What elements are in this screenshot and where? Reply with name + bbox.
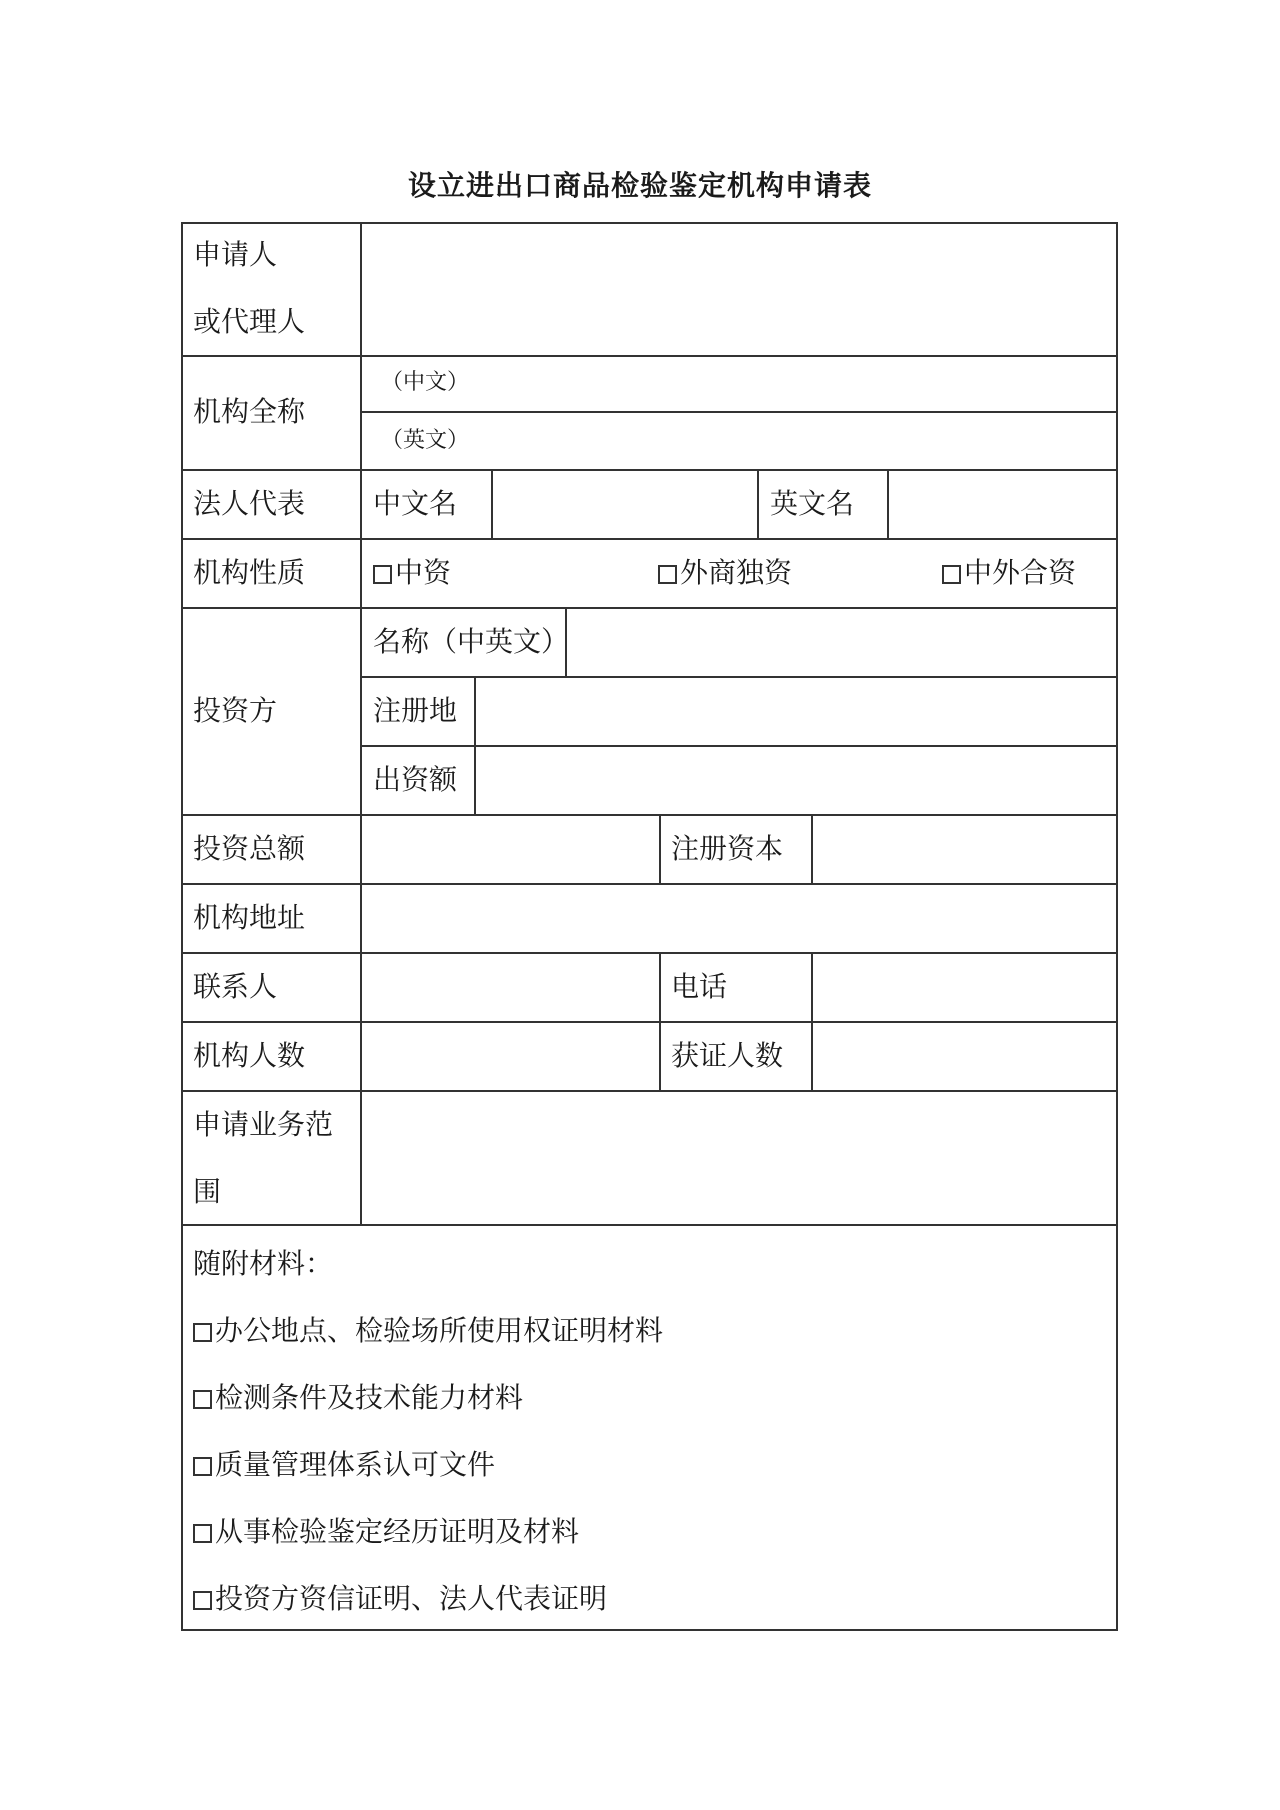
- row-divider: [361, 411, 1118, 413]
- checkbox-icon[interactable]: [193, 1457, 212, 1476]
- address-field[interactable]: [363, 886, 1116, 951]
- form-title: 设立进出口商品检验鉴定机构申请表: [407, 169, 872, 202]
- col-divider: [757, 469, 759, 539]
- row-divider: [181, 883, 1118, 885]
- legal-rep-zh-label: 中文名: [373, 487, 458, 520]
- checkbox-icon[interactable]: [193, 1323, 212, 1342]
- contact-label: 联系人: [193, 970, 278, 1003]
- checkbox-icon[interactable]: [373, 565, 392, 584]
- attachment-item[interactable]: 检测条件及技术能力材料: [193, 1384, 523, 1412]
- address-label: 机构地址: [193, 901, 306, 934]
- checkbox-icon[interactable]: [942, 565, 961, 584]
- applicant-label-line2: 或代理人: [193, 305, 306, 338]
- reg-capital-field[interactable]: [814, 817, 1116, 882]
- legal-rep-en-label: 英文名: [770, 487, 855, 520]
- nature-option-foreign[interactable]: 外商独资: [658, 559, 792, 587]
- checkbox-icon[interactable]: [658, 565, 677, 584]
- row-divider: [181, 538, 1118, 540]
- full-name-label: 机构全称: [193, 395, 306, 428]
- reg-capital-label: 注册资本: [671, 832, 784, 865]
- investor-label: 投资方: [193, 694, 278, 727]
- col-divider: [811, 952, 813, 1091]
- row-divider: [181, 1021, 1118, 1023]
- row-divider: [181, 1090, 1118, 1092]
- nature-label: 机构性质: [193, 556, 306, 589]
- scope-label-line2: 围: [193, 1175, 222, 1208]
- applicant-label: 申请人: [193, 238, 278, 271]
- phone-field[interactable]: [814, 955, 1116, 1020]
- row-divider: [181, 814, 1118, 816]
- phone-label: 电话: [671, 970, 728, 1003]
- checkbox-icon[interactable]: [193, 1390, 212, 1409]
- investor-reg-field[interactable]: [477, 679, 1116, 744]
- row-divider: [181, 469, 1118, 471]
- investor-name-label: 名称（中英文）: [373, 625, 570, 658]
- applicant-field[interactable]: [363, 224, 1116, 354]
- investor-reg-label: 注册地: [373, 694, 458, 727]
- col-divider: [659, 814, 661, 884]
- col-divider: [887, 469, 889, 539]
- staff-count-label: 机构人数: [193, 1039, 306, 1072]
- certified-count-field[interactable]: [814, 1024, 1116, 1089]
- attachment-item[interactable]: 从事检验鉴定经历证明及材料: [193, 1518, 579, 1546]
- attachment-item[interactable]: 投资方资信证明、法人代表证明: [193, 1585, 607, 1613]
- col-divider: [659, 952, 661, 1091]
- full-name-en-field[interactable]: [470, 414, 1115, 468]
- checkbox-icon[interactable]: [193, 1524, 212, 1543]
- legal-rep-label: 法人代表: [193, 487, 306, 520]
- checkbox-icon[interactable]: [193, 1591, 212, 1610]
- nature-option-joint[interactable]: 中外合资: [942, 559, 1076, 587]
- full-name-en-hint: （英文）: [381, 428, 470, 453]
- legal-rep-en-field[interactable]: [890, 472, 1116, 537]
- attachments-label: 随附材料：: [193, 1247, 334, 1280]
- col-divider: [474, 676, 476, 815]
- scope-field[interactable]: [363, 1093, 1116, 1223]
- col-divider: [491, 469, 493, 539]
- certified-count-label: 获证人数: [671, 1039, 784, 1072]
- investor-amount-field[interactable]: [477, 748, 1116, 813]
- scope-label: 申请业务范: [193, 1108, 334, 1141]
- col-divider: [811, 814, 813, 884]
- investor-name-field[interactable]: [568, 610, 1116, 675]
- label-column-divider: [360, 222, 362, 1225]
- total-investment-field[interactable]: [363, 817, 658, 882]
- row-divider: [181, 1224, 1118, 1226]
- staff-count-field[interactable]: [363, 1024, 658, 1089]
- full-name-zh-field[interactable]: [470, 358, 1115, 410]
- attachment-item[interactable]: 质量管理体系认可文件: [193, 1451, 495, 1479]
- total-investment-label: 投资总额: [193, 832, 306, 865]
- investor-amount-label: 出资额: [373, 763, 458, 796]
- row-divider: [181, 952, 1118, 954]
- row-divider: [181, 355, 1118, 357]
- contact-field[interactable]: [363, 955, 658, 1020]
- row-divider: [181, 607, 1118, 609]
- full-name-zh-hint: （中文）: [381, 370, 470, 395]
- nature-option-domestic[interactable]: 中资: [373, 559, 451, 587]
- attachment-item[interactable]: 办公地点、检验场所使用权证明材料: [193, 1317, 663, 1345]
- legal-rep-zh-field[interactable]: [494, 472, 756, 537]
